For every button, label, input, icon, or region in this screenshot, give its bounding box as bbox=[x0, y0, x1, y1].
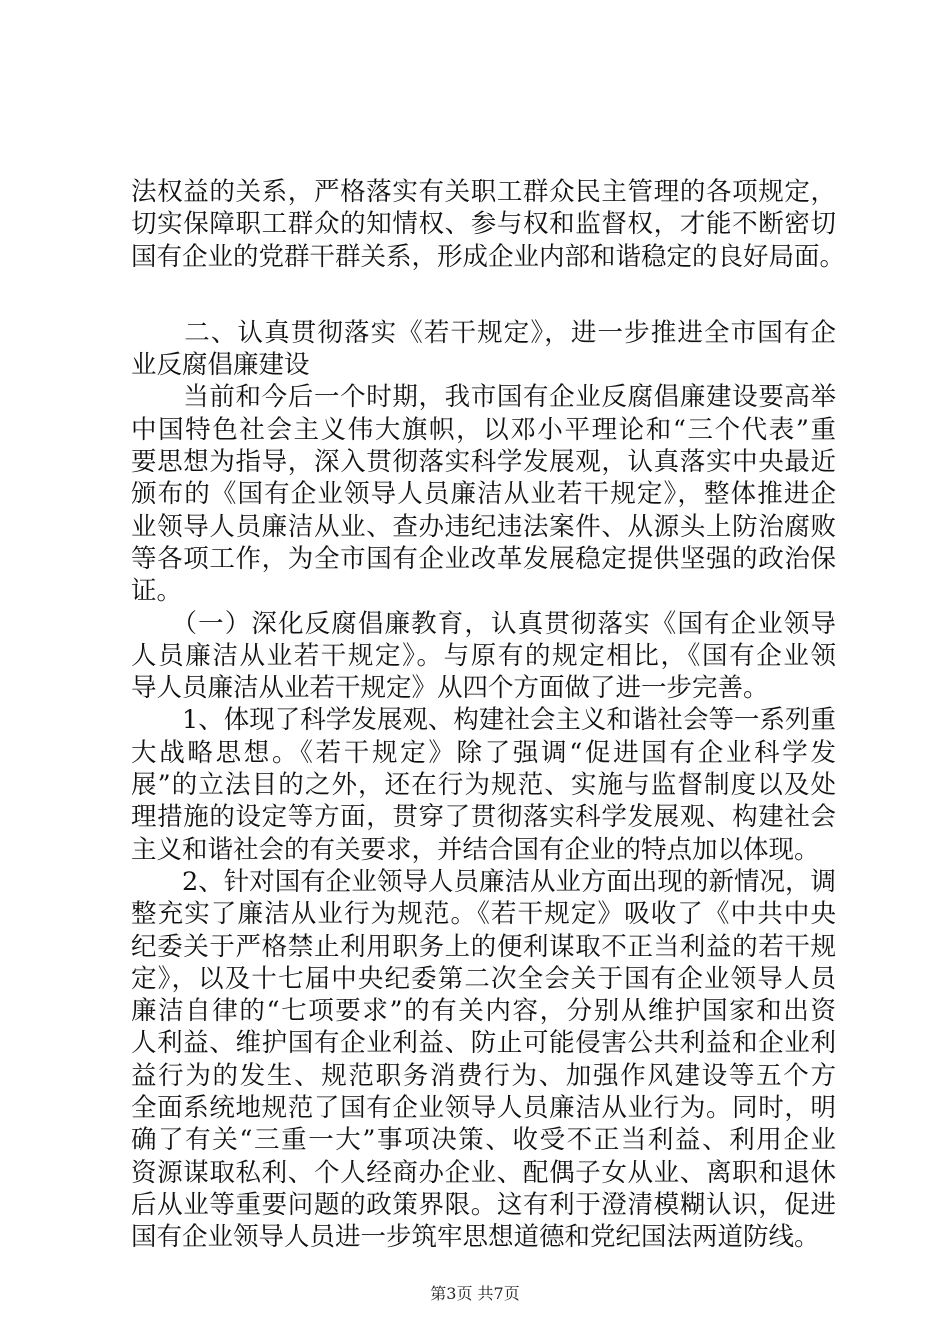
section-heading-line: 二、认真贯彻落实《若干规定》，进一步推进全市国有企 bbox=[131, 317, 836, 348]
text-line: 资源谋取私利、个人经商办企业、配偶子女从业、离职和退休 bbox=[131, 1157, 836, 1188]
page-number-footer: 第3页 共7页 bbox=[430, 1284, 520, 1303]
text-line: 法权益的关系，严格落实有关职工群众民主管理的各项规定， bbox=[131, 177, 836, 207]
text-line: 国有企业领导人员进一步筑牢思想道德和党纪国法两道防线。 bbox=[131, 1222, 820, 1253]
text-line: 国有企业的党群干群关系，形成企业内部和谐稳定的良好局面。 bbox=[131, 241, 846, 272]
body-text bbox=[131, 176, 846, 1254]
text-line: 纪委关于严格禁止利用职务上的便利谋取不正当利益的若干规 bbox=[131, 931, 836, 962]
text-line: 廉洁自律的“七项要求”的有关内容，分别从维护国家和出资 bbox=[131, 996, 836, 1027]
text-line: 2、针对国有企业领导人员廉洁从业方面出现的新情况，调 bbox=[131, 866, 836, 897]
text-line: 当前和今后一个时期，我市国有企业反腐倡廉建设要高举 bbox=[131, 382, 836, 413]
text-line: 全面系统地规范了国有企业领导人员廉洁从业行为。同时，明 bbox=[131, 1093, 836, 1124]
text-line: 颁布的《国有企业领导人员廉洁从业若干规定》，整体推进企 bbox=[131, 479, 836, 510]
text-line: 业领导人员廉洁从业、查办违纪违法案件、从源头上防治腐败 bbox=[131, 511, 836, 542]
text-line: 整充实了廉洁从业行为规范。《若干规定》吸收了《中共中央 bbox=[131, 899, 836, 930]
paragraph-gap bbox=[131, 273, 836, 317]
text-line: 人员廉洁从业若干规定》。与原有的规定相比，《国有企业领 bbox=[131, 640, 836, 671]
section-heading-line: 业反腐倡廉建设 bbox=[131, 350, 310, 381]
text-line: 中国特色社会主义伟大旗帜，以邓小平理论和“三个代表”重 bbox=[131, 414, 836, 445]
text-line: 证。 bbox=[131, 576, 183, 607]
text-line: 确了有关“三重一大”事项决策、收受不正当利益、利用企业 bbox=[131, 1125, 836, 1156]
text-line: 主义和谐社会的有关要求，并结合国有企业的特点加以体现。 bbox=[131, 834, 820, 865]
text-line: 理措施的设定等方面，贯穿了贯彻落实科学发展观、构建社会 bbox=[131, 802, 836, 833]
text-line: 1、体现了科学发展观、构建社会主义和谐社会等一系列重 bbox=[131, 705, 836, 736]
text-line: 展”的立法目的之外，还在行为规范、实施与监督制度以及处 bbox=[131, 770, 836, 801]
text-line: （一）深化反腐倡廉教育，认真贯彻落实《国有企业领导 bbox=[131, 608, 836, 639]
text-line: 大战略思想。《若干规定》除了强调“促进国有企业科学发 bbox=[131, 737, 836, 768]
text-line: 益行为的发生、规范职务消费行为、加强作风建设等五个方 bbox=[131, 1060, 836, 1091]
text-line: 人利益、维护国有企业利益、防止可能侵害公共利益和企业利 bbox=[131, 1028, 836, 1059]
text-line: 等各项工作，为全市国有企业改革发展稳定提供坚强的政治保 bbox=[131, 543, 836, 574]
text-line: 后从业等重要问题的政策界限。这有利于澄清模糊认识，促进 bbox=[131, 1189, 836, 1220]
text-line: 要思想为指导，深入贯彻落实科学发展观，认真落实中央最近 bbox=[131, 447, 836, 478]
text-line: 定》，以及十七届中央纪委第二次全会关于国有企业领导人员 bbox=[131, 963, 836, 994]
text-line: 导人员廉洁从业若干规定》从四个方面做了进一步完善。 bbox=[131, 673, 769, 704]
text-line: 切实保障职工群众的知情权、参与权和监督权，才能不断密切 bbox=[131, 209, 836, 240]
